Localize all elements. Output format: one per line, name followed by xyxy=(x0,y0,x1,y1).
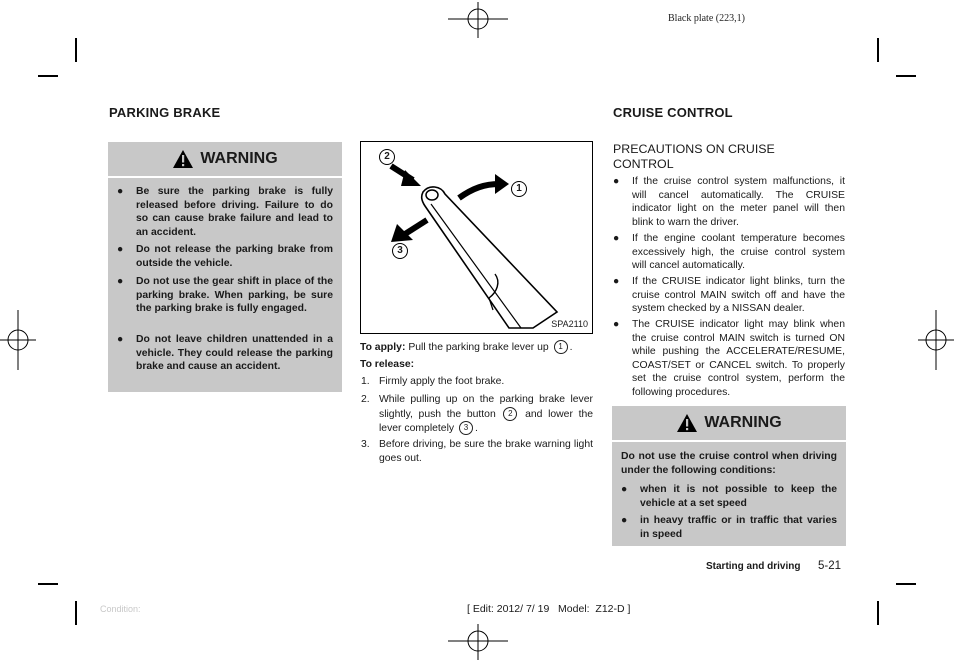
callout-3: 3 xyxy=(392,243,408,259)
warning-header xyxy=(108,142,342,178)
step-number: 3. xyxy=(361,439,370,450)
ref-3: 3 xyxy=(459,421,473,435)
crop-mark xyxy=(877,601,879,625)
warning-header xyxy=(612,406,846,442)
condition-label: Condition: xyxy=(100,604,141,614)
apply-instruction: To apply: Pull the parking brake lever up 1 . xyxy=(360,341,573,353)
registration-mark xyxy=(0,310,38,370)
step-text: While pulling up on the parking brake lever slightly, push the button 2 and lower the lever completely 3 . xyxy=(379,394,594,434)
warning-title: WARNING xyxy=(200,150,278,167)
step-number: 2. xyxy=(361,394,370,405)
crop-mark xyxy=(896,75,916,77)
crop-mark xyxy=(896,583,916,585)
section-name: Starting and driving xyxy=(706,561,801,572)
list-item: ● Do not release the parking brake from outside the vehicle. xyxy=(117,244,333,269)
ref-2: 2 xyxy=(503,407,517,421)
warning-triangle-icon xyxy=(676,413,698,433)
registration-mark xyxy=(916,310,954,370)
parking-brake-heading: PARKING BRAKE xyxy=(109,105,221,120)
list-item: ● If the cruise control system malfunctions, it will cancel automatically. The CRUISE indicator light on the meter panel will then blink to warn the driver. xyxy=(613,176,845,228)
page-number: 5-21 xyxy=(818,560,842,572)
warning-triangle-icon xyxy=(172,149,194,169)
crop-mark xyxy=(75,601,77,625)
list-item: ● Do not use the gear shift in place of the parking brake. When parking, be sure the parking brake is fully engaged. xyxy=(117,276,333,315)
parking-brake-lever-illustration xyxy=(361,142,592,333)
warning-intro: Do not use the cruise control when driving under the following conditions: xyxy=(621,451,837,476)
step-text: Firmly apply the foot brake. xyxy=(379,376,505,387)
registration-mark xyxy=(448,622,508,661)
release-label: To release: xyxy=(360,359,415,370)
apply-label: To apply: xyxy=(360,341,406,353)
apply-text: Pull the parking brake lever up xyxy=(408,341,549,353)
crop-mark xyxy=(38,75,58,77)
callout-1: 1 xyxy=(511,181,527,197)
precautions-subheading: PRECAUTIONS ON CRUISE CONTROL xyxy=(613,142,775,171)
crop-mark xyxy=(75,38,77,62)
parking-brake-figure xyxy=(360,141,593,334)
list-item: ● in heavy traffic or in traffic that varies in speed xyxy=(621,515,837,540)
list-item: ● when it is not possible to keep the vehicle at a set speed xyxy=(621,484,837,509)
list-item: ● If the engine coolant temperature becomes excessively high, the cruise control system will cancel automatically. xyxy=(613,233,845,271)
list-item: ● Be sure the parking brake is fully released before driving. Failure to do so can cause brake failure and lead to an accident. xyxy=(117,186,333,238)
warning-title: WARNING xyxy=(704,414,782,431)
crop-mark xyxy=(877,38,879,62)
edit-info: [ Edit: 2012/ 7/ 19 Model: Z12-D ] xyxy=(467,603,631,615)
list-item: ● If the CRUISE indicator light blinks, turn the cruise control MAIN switch off and have the system checked by a NISSAN dealer. xyxy=(613,276,845,314)
list-item: ● The CRUISE indicator light may blink when the cruise control MAIN switch is turned ON while pushing the ACCELERATE/RESUME, COAST/SET or CANCEL switch. To properly set the cruise control system, perform the following procedures. xyxy=(613,319,845,398)
plate-label: Black plate (223,1) xyxy=(668,13,745,24)
callout-2: 2 xyxy=(379,149,395,165)
ref-1: 1 xyxy=(554,340,568,354)
crop-mark xyxy=(38,583,58,585)
step-text: Before driving, be sure the brake warning light goes out. xyxy=(379,439,593,464)
cruise-control-heading: CRUISE CONTROL xyxy=(613,105,733,120)
list-item: ● Do not leave children unattended in a vehicle. They could release the parking brake and cause an accident. xyxy=(117,334,333,373)
registration-mark xyxy=(448,0,508,40)
step-number: 1. xyxy=(361,376,370,387)
figure-code: SPA2110 xyxy=(551,319,588,329)
